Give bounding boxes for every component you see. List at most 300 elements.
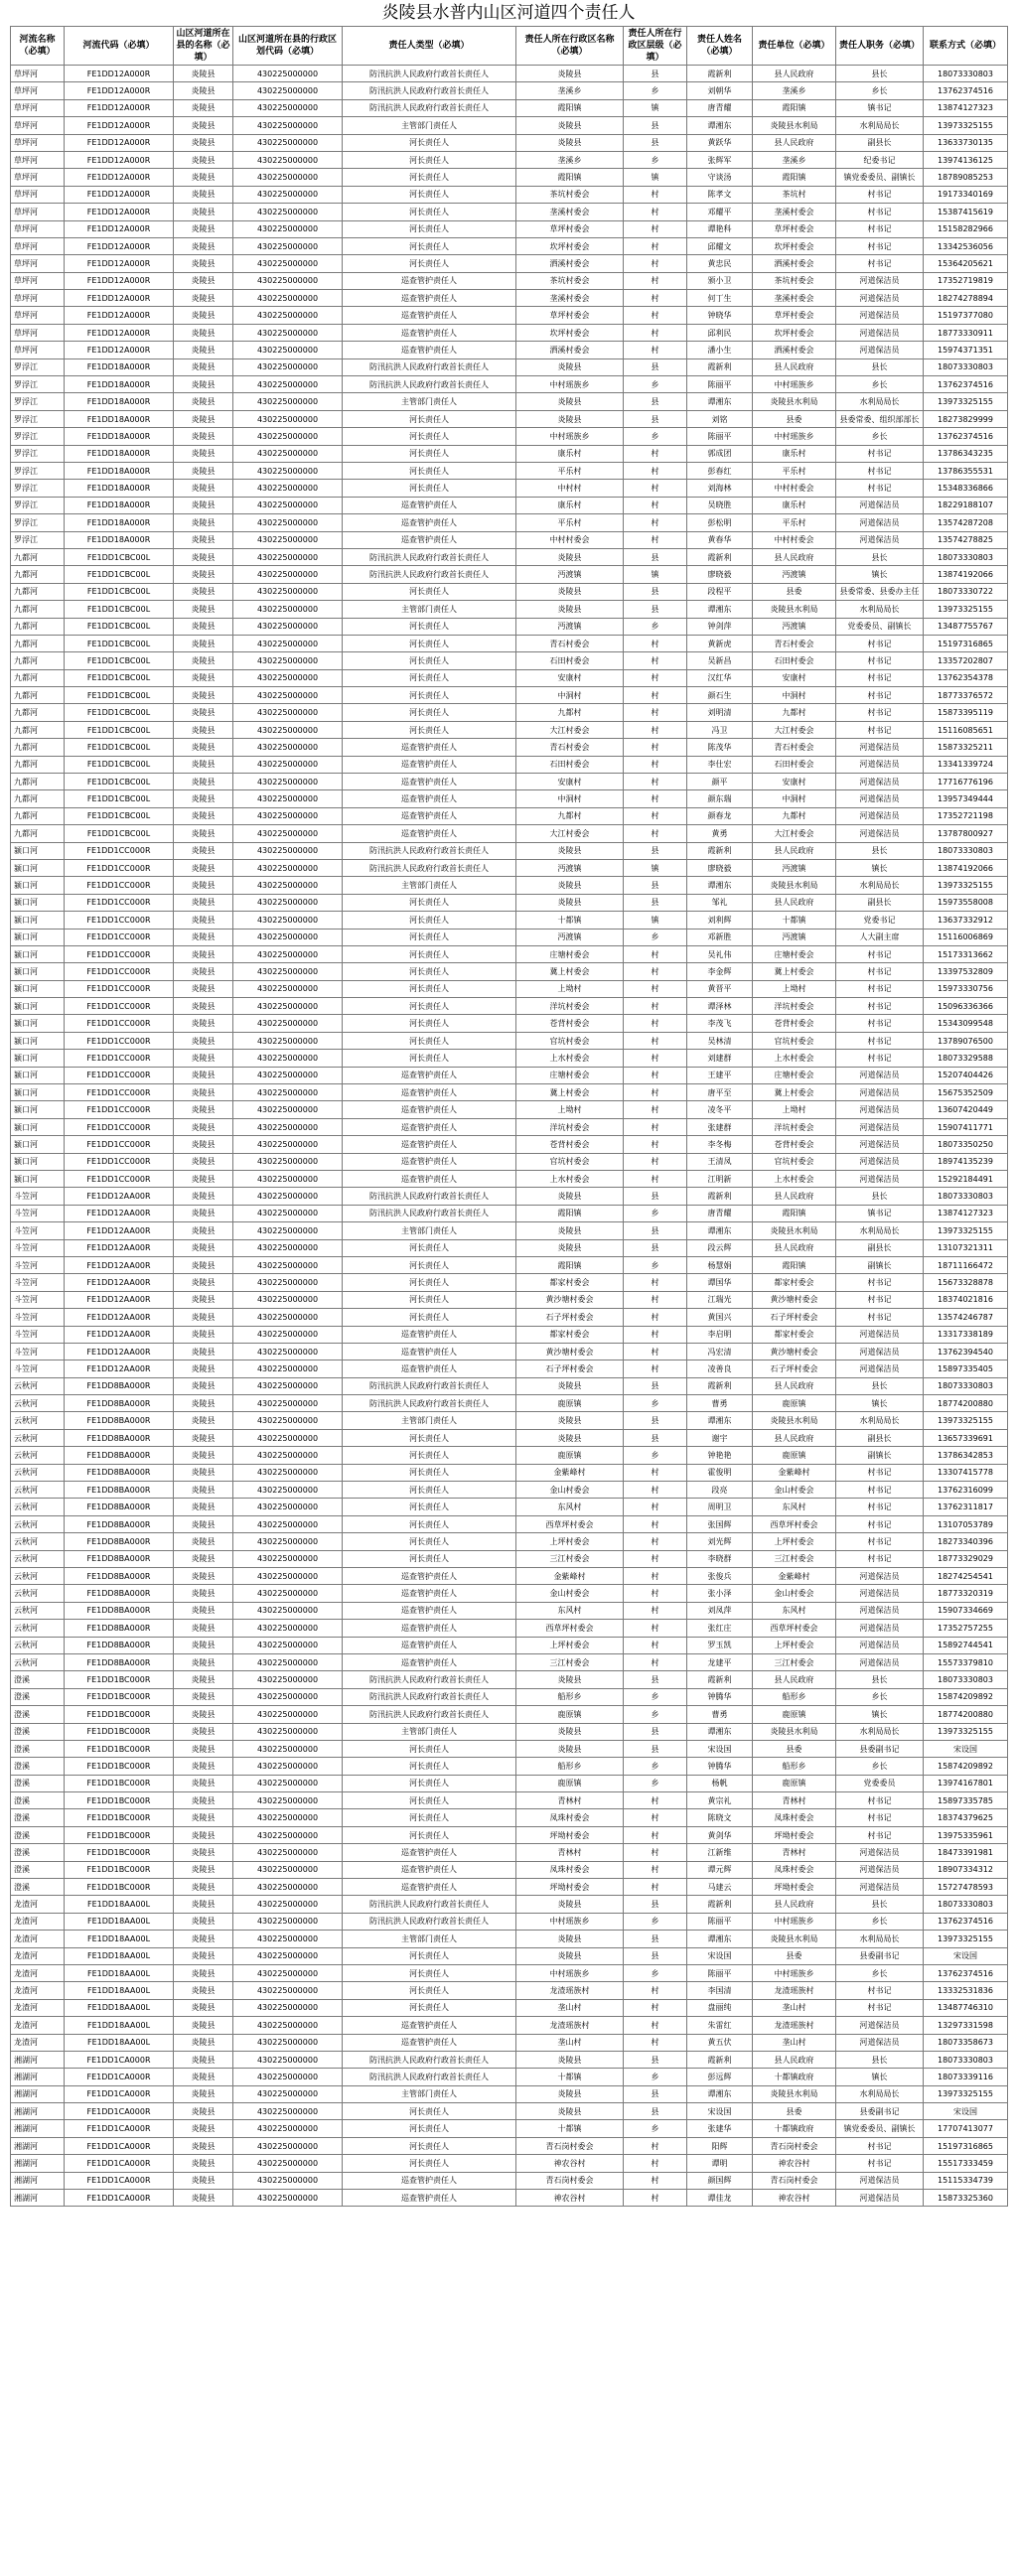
person-name-cell: 龙建平 bbox=[687, 1653, 753, 1670]
river-name-cell: 草坪河 bbox=[11, 186, 65, 203]
county-code-cell: 430225000000 bbox=[233, 1412, 343, 1429]
region-name-cell: 青石岗村委会 bbox=[516, 2137, 624, 2154]
responsibility-type-cell: 防汛抗洪人民政府行政首长责任人 bbox=[343, 1688, 516, 1705]
responsibility-type-cell: 防汛抗洪人民政府行政首长责任人 bbox=[343, 2051, 516, 2068]
person-name-cell: 邓新胜 bbox=[687, 929, 753, 945]
county-code-cell: 430225000000 bbox=[233, 480, 343, 497]
county-name-cell: 炎陵县 bbox=[174, 1982, 233, 1999]
contact-cell: 15348336866 bbox=[924, 480, 1008, 497]
responsibility-type-cell: 河长责任人 bbox=[343, 1515, 516, 1532]
person-name-cell: 张建华 bbox=[687, 2120, 753, 2137]
river-code-cell: FE1DD12A000R bbox=[65, 99, 174, 116]
river-name-cell: 颍口河 bbox=[11, 877, 65, 894]
responsibility-type-cell: 河长责任人 bbox=[343, 669, 516, 686]
county-code-cell: 430225000000 bbox=[233, 1171, 343, 1188]
county-code-cell: 430225000000 bbox=[233, 1982, 343, 1999]
county-code-cell: 430225000000 bbox=[233, 1533, 343, 1550]
county-name-cell: 炎陵县 bbox=[174, 497, 233, 513]
responsibility-type-cell: 主管部门责任人 bbox=[343, 1723, 516, 1740]
unit-cell: 县人民政府 bbox=[753, 1896, 836, 1913]
county-name-cell: 炎陵县 bbox=[174, 1343, 233, 1360]
river-name-cell: 颍口河 bbox=[11, 1084, 65, 1101]
region-level-cell: 村 bbox=[624, 1326, 687, 1343]
person-name-cell: 谭艳科 bbox=[687, 220, 753, 237]
region-name-cell: 炎陵县 bbox=[516, 1947, 624, 1964]
region-name-cell: 凤珠村委会 bbox=[516, 1861, 624, 1878]
region-name-cell: 沔渡镇 bbox=[516, 618, 624, 635]
unit-cell: 大江村委会 bbox=[753, 721, 836, 738]
region-name-cell: 沔渡镇 bbox=[516, 859, 624, 876]
river-name-cell: 澄溪 bbox=[11, 1671, 65, 1688]
county-name-cell: 炎陵县 bbox=[174, 721, 233, 738]
responsibility-type-cell: 防汛抗洪人民政府行政首长责任人 bbox=[343, 2069, 516, 2085]
river-name-cell: 罗浮江 bbox=[11, 462, 65, 479]
river-name-cell: 颍口河 bbox=[11, 980, 65, 997]
responsibility-type-cell: 巡查管护责任人 bbox=[343, 1067, 516, 1083]
unit-cell: 茶坑村委会 bbox=[753, 272, 836, 289]
person-name-cell: 彭春红 bbox=[687, 462, 753, 479]
county-code-cell: 430225000000 bbox=[233, 2051, 343, 2068]
county-name-cell: 炎陵县 bbox=[174, 2137, 233, 2154]
position-cell: 河道保洁员 bbox=[836, 2172, 924, 2189]
county-code-cell: 430225000000 bbox=[233, 1222, 343, 1239]
river-code-cell: FE1DD1CBC00L bbox=[65, 601, 174, 618]
responsibility-type-cell: 河长责任人 bbox=[343, 1274, 516, 1291]
river-name-cell: 九都河 bbox=[11, 548, 65, 565]
position-cell: 县委常委、县委办主任 bbox=[836, 583, 924, 600]
river-name-cell: 九都河 bbox=[11, 687, 65, 704]
county-name-cell: 炎陵县 bbox=[174, 1412, 233, 1429]
position-cell: 河道保洁员 bbox=[836, 1360, 924, 1377]
unit-cell: 县人民政府 bbox=[753, 1671, 836, 1688]
contact-cell: 13874192066 bbox=[924, 859, 1008, 876]
responsibility-type-cell: 河长责任人 bbox=[343, 2155, 516, 2172]
county-name-cell: 炎陵县 bbox=[174, 2085, 233, 2102]
unit-cell: 中洞村 bbox=[753, 790, 836, 807]
county-code-cell: 430225000000 bbox=[233, 1326, 343, 1343]
person-name-cell: 李金辉 bbox=[687, 963, 753, 980]
contact-cell: 13341339724 bbox=[924, 756, 1008, 773]
region-name-cell: 炎陵县 bbox=[516, 894, 624, 911]
river-code-cell: FE1DD12A000R bbox=[65, 66, 174, 82]
position-cell: 河道保洁员 bbox=[836, 1101, 924, 1118]
county-name-cell: 炎陵县 bbox=[174, 1515, 233, 1532]
contact-cell: 18073330803 bbox=[924, 1671, 1008, 1688]
river-name-cell: 罗浮江 bbox=[11, 480, 65, 497]
county-name-cell: 炎陵县 bbox=[174, 1550, 233, 1567]
unit-cell: 青石村委会 bbox=[753, 635, 836, 651]
unit-cell: 炎陵县水利局 bbox=[753, 2085, 836, 2102]
position-cell: 河道保洁员 bbox=[836, 272, 924, 289]
county-name-cell: 炎陵县 bbox=[174, 204, 233, 220]
responsibility-type-cell: 防汛抗洪人民政府行政首长责任人 bbox=[343, 566, 516, 583]
region-level-cell: 村 bbox=[624, 204, 687, 220]
river-code-cell: FE1DD1BC000R bbox=[65, 1826, 174, 1843]
contact-cell: 13574278825 bbox=[924, 531, 1008, 548]
position-cell: 河道保洁员 bbox=[836, 514, 924, 531]
responsibility-type-cell: 河长责任人 bbox=[343, 428, 516, 445]
position-cell: 水利局局长 bbox=[836, 117, 924, 134]
responsibility-type-cell: 河长责任人 bbox=[343, 1464, 516, 1481]
river-code-cell: FE1DD1CBC00L bbox=[65, 774, 174, 790]
responsibility-type-cell: 河长责任人 bbox=[343, 1482, 516, 1499]
region-level-cell: 村 bbox=[624, 1050, 687, 1067]
region-level-cell: 村 bbox=[624, 1343, 687, 1360]
table-row bbox=[11, 1084, 1008, 1101]
responsibility-type-cell: 河长责任人 bbox=[343, 204, 516, 220]
river-name-cell: 云秋河 bbox=[11, 1429, 65, 1446]
responsibility-type-cell: 巡查管护责任人 bbox=[343, 1360, 516, 1377]
county-name-cell: 炎陵县 bbox=[174, 1602, 233, 1619]
region-level-cell: 县 bbox=[624, 358, 687, 375]
county-name-cell: 炎陵县 bbox=[174, 410, 233, 427]
responsibility-type-cell: 河长责任人 bbox=[343, 237, 516, 254]
region-level-cell: 县 bbox=[624, 1896, 687, 1913]
region-name-cell: 九都村 bbox=[516, 704, 624, 721]
county-code-cell: 430225000000 bbox=[233, 99, 343, 116]
responsibility-type-cell: 巡查管护责任人 bbox=[343, 2190, 516, 2207]
person-name-cell: 黄五伏 bbox=[687, 2034, 753, 2051]
county-code-cell: 430225000000 bbox=[233, 1653, 343, 1670]
region-name-cell: 炎陵县 bbox=[516, 393, 624, 410]
river-name-cell: 罗浮江 bbox=[11, 376, 65, 393]
table-row bbox=[11, 583, 1008, 600]
county-code-cell: 430225000000 bbox=[233, 1637, 343, 1653]
col-river-code: 河流代码（必填） bbox=[65, 27, 174, 66]
river-name-cell: 罗浮江 bbox=[11, 358, 65, 375]
table-row bbox=[11, 1153, 1008, 1170]
contact-cell: 13787800927 bbox=[924, 825, 1008, 842]
contact-cell: 18073330803 bbox=[924, 2051, 1008, 2068]
county-code-cell: 430225000000 bbox=[233, 1015, 343, 1032]
county-name-cell: 炎陵县 bbox=[174, 2017, 233, 2034]
region-name-cell: 炎陵县 bbox=[516, 601, 624, 618]
county-code-cell: 430225000000 bbox=[233, 428, 343, 445]
river-code-cell: FE1DD1BC000R bbox=[65, 1758, 174, 1775]
county-code-cell: 430225000000 bbox=[233, 945, 343, 962]
county-code-cell: 430225000000 bbox=[233, 2069, 343, 2085]
responsibility-type-cell: 巡查管护责任人 bbox=[343, 514, 516, 531]
position-cell: 河道保洁员 bbox=[836, 1861, 924, 1878]
person-name-cell: 潘小生 bbox=[687, 342, 753, 358]
person-name-cell: 黄新虎 bbox=[687, 635, 753, 651]
river-code-cell: FE1DD18AA00L bbox=[65, 1964, 174, 1981]
county-name-cell: 炎陵县 bbox=[174, 1239, 233, 1256]
responsibility-type-cell: 河长责任人 bbox=[343, 1533, 516, 1550]
region-name-cell: 垄溪村委会 bbox=[516, 204, 624, 220]
contact-cell: 18789085253 bbox=[924, 169, 1008, 186]
person-name-cell: 谭佳龙 bbox=[687, 2190, 753, 2207]
river-name-cell: 龙渣河 bbox=[11, 1896, 65, 1913]
responsibility-type-cell: 防汛抗洪人民政府行政首长责任人 bbox=[343, 99, 516, 116]
position-cell: 乡长 bbox=[836, 376, 924, 393]
table-row bbox=[11, 1499, 1008, 1515]
unit-cell: 县人民政府 bbox=[753, 894, 836, 911]
responsibility-type-cell: 河长责任人 bbox=[343, 410, 516, 427]
river-name-cell: 罗浮江 bbox=[11, 393, 65, 410]
person-name-cell: 刘光辉 bbox=[687, 1533, 753, 1550]
region-name-cell: 十都镇 bbox=[516, 912, 624, 929]
table-row bbox=[11, 66, 1008, 82]
person-name-cell: 霞新利 bbox=[687, 1896, 753, 1913]
responsibility-type-cell: 巡查管护责任人 bbox=[343, 825, 516, 842]
river-code-cell: FE1DD1CBC00L bbox=[65, 807, 174, 824]
person-name-cell: 霍俊明 bbox=[687, 1464, 753, 1481]
region-level-cell: 村 bbox=[624, 1585, 687, 1602]
table-row bbox=[11, 1585, 1008, 1602]
position-cell: 镇书记 bbox=[836, 1205, 924, 1221]
county-name-cell: 炎陵县 bbox=[174, 1291, 233, 1308]
river-name-cell: 草坪河 bbox=[11, 204, 65, 220]
region-name-cell: 船形乡 bbox=[516, 1688, 624, 1705]
river-code-cell: FE1DD12AA00R bbox=[65, 1343, 174, 1360]
col-position: 责任人职务（必填） bbox=[836, 27, 924, 66]
person-name-cell: 黄国兴 bbox=[687, 1309, 753, 1326]
unit-cell: 县人民政府 bbox=[753, 1188, 836, 1205]
contact-cell: 15873395119 bbox=[924, 704, 1008, 721]
county-code-cell: 430225000000 bbox=[233, 2120, 343, 2137]
river-name-cell: 云秋河 bbox=[11, 1620, 65, 1637]
responsibility-type-cell: 河长责任人 bbox=[343, 1740, 516, 1757]
region-name-cell: 草坪村委会 bbox=[516, 220, 624, 237]
region-name-cell: 石田村委会 bbox=[516, 756, 624, 773]
contact-cell: 13357202807 bbox=[924, 652, 1008, 669]
region-name-cell: 安康村 bbox=[516, 669, 624, 686]
table-row bbox=[11, 669, 1008, 686]
table-row bbox=[11, 704, 1008, 721]
region-level-cell: 村 bbox=[624, 1550, 687, 1567]
contact-cell: 13874192066 bbox=[924, 566, 1008, 583]
county-code-cell: 430225000000 bbox=[233, 1706, 343, 1723]
contact-cell: 13487746310 bbox=[924, 1999, 1008, 2016]
person-name-cell: 张建群 bbox=[687, 1118, 753, 1135]
person-name-cell: 守谈汤 bbox=[687, 169, 753, 186]
responsibility-type-cell: 防汛抗洪人民政府行政首长责任人 bbox=[343, 1671, 516, 1688]
person-name-cell: 段云辉 bbox=[687, 1239, 753, 1256]
river-code-cell: FE1DD12A000R bbox=[65, 342, 174, 358]
person-name-cell: 彭远辉 bbox=[687, 2069, 753, 2085]
table-row bbox=[11, 739, 1008, 756]
county-code-cell: 430225000000 bbox=[233, 1879, 343, 1896]
position-cell: 县长 bbox=[836, 1896, 924, 1913]
river-name-cell: 颍口河 bbox=[11, 842, 65, 859]
river-code-cell: FE1DD1CC000R bbox=[65, 1084, 174, 1101]
unit-cell: 金山村委会 bbox=[753, 1482, 836, 1499]
responsibility-type-cell: 河长责任人 bbox=[343, 1792, 516, 1809]
river-code-cell: FE1DD8BA000R bbox=[65, 1482, 174, 1499]
unit-cell: 沔渡镇 bbox=[753, 929, 836, 945]
contact-cell: 15096336366 bbox=[924, 998, 1008, 1015]
county-code-cell: 430225000000 bbox=[233, 790, 343, 807]
table-row bbox=[11, 1291, 1008, 1308]
county-code-cell: 430225000000 bbox=[233, 1084, 343, 1101]
county-code-cell: 430225000000 bbox=[233, 393, 343, 410]
col-person-name: 责任人姓名（必填） bbox=[687, 27, 753, 66]
contact-cell: 18374379625 bbox=[924, 1809, 1008, 1826]
person-name-cell: 谭湘东 bbox=[687, 117, 753, 134]
county-code-cell: 430225000000 bbox=[233, 894, 343, 911]
county-name-cell: 炎陵县 bbox=[174, 618, 233, 635]
region-level-cell: 村 bbox=[624, 1153, 687, 1170]
river-code-cell: FE1DD1BC000R bbox=[65, 1844, 174, 1861]
region-name-cell: 炎陵县 bbox=[516, 1740, 624, 1757]
river-name-cell: 云秋河 bbox=[11, 1515, 65, 1532]
region-level-cell: 村 bbox=[624, 2190, 687, 2207]
position-cell: 村书记 bbox=[836, 669, 924, 686]
unit-cell: 县人民政府 bbox=[753, 66, 836, 82]
position-cell: 河道保洁员 bbox=[836, 1879, 924, 1896]
contact-cell: 13342536056 bbox=[924, 237, 1008, 254]
responsibility-type-cell: 河长责任人 bbox=[343, 1309, 516, 1326]
region-level-cell: 村 bbox=[624, 774, 687, 790]
region-level-cell: 县 bbox=[624, 1947, 687, 1964]
unit-cell: 洒溪村委会 bbox=[753, 342, 836, 358]
responsibility-type-cell: 河长责任人 bbox=[343, 652, 516, 669]
region-level-cell: 村 bbox=[624, 2155, 687, 2172]
table-row bbox=[11, 618, 1008, 635]
river-name-cell: 颍口河 bbox=[11, 1067, 65, 1083]
region-name-cell: 坪坳村委会 bbox=[516, 1826, 624, 1843]
unit-cell: 龙渣瑶族村 bbox=[753, 2017, 836, 2034]
region-level-cell: 乡 bbox=[624, 929, 687, 945]
contact-cell: 15973558008 bbox=[924, 894, 1008, 911]
river-name-cell: 罗浮江 bbox=[11, 514, 65, 531]
county-code-cell: 430225000000 bbox=[233, 445, 343, 462]
person-name-cell: 刘建群 bbox=[687, 1050, 753, 1067]
region-name-cell: 炎陵县 bbox=[516, 842, 624, 859]
county-code-cell: 430225000000 bbox=[233, 842, 343, 859]
contact-cell: 15364205621 bbox=[924, 255, 1008, 272]
person-name-cell: 盘丽纯 bbox=[687, 1999, 753, 2016]
region-name-cell: 西草坪村委会 bbox=[516, 1515, 624, 1532]
person-name-cell: 谭明 bbox=[687, 2155, 753, 2172]
unit-cell: 青林村 bbox=[753, 1792, 836, 1809]
contact-cell: 13973325155 bbox=[924, 1412, 1008, 1429]
county-code-cell: 430225000000 bbox=[233, 1740, 343, 1757]
contact-cell: 15517333459 bbox=[924, 2155, 1008, 2172]
river-name-cell: 草坪河 bbox=[11, 290, 65, 307]
unit-cell: 县委 bbox=[753, 1947, 836, 1964]
position-cell: 水利局局长 bbox=[836, 601, 924, 618]
river-name-cell: 澄溪 bbox=[11, 1826, 65, 1843]
responsibility-type-cell: 巡查管护责任人 bbox=[343, 756, 516, 773]
table-row bbox=[11, 1688, 1008, 1705]
contact-cell: 13633730135 bbox=[924, 134, 1008, 151]
contact-cell: 13297331598 bbox=[924, 2017, 1008, 2034]
table-row bbox=[11, 1464, 1008, 1481]
table-row bbox=[11, 342, 1008, 358]
river-code-cell: FE1DD1CA000R bbox=[65, 2190, 174, 2207]
river-name-cell: 颍口河 bbox=[11, 1015, 65, 1032]
unit-cell: 神农谷村 bbox=[753, 2190, 836, 2207]
responsibility-type-cell: 防汛抗洪人民政府行政首长责任人 bbox=[343, 66, 516, 82]
table-row bbox=[11, 1550, 1008, 1567]
person-name-cell: 宋设国 bbox=[687, 1740, 753, 1757]
person-name-cell: 霞新利 bbox=[687, 66, 753, 82]
unit-cell: 坪坳村委会 bbox=[753, 1826, 836, 1843]
county-name-cell: 炎陵县 bbox=[174, 2103, 233, 2120]
unit-cell: 都家村委会 bbox=[753, 1274, 836, 1291]
river-name-cell: 九都河 bbox=[11, 583, 65, 600]
river-code-cell: FE1DD8BA000R bbox=[65, 1412, 174, 1429]
region-name-cell: 炎陵县 bbox=[516, 1412, 624, 1429]
county-code-cell: 430225000000 bbox=[233, 1585, 343, 1602]
position-cell: 村书记 bbox=[836, 1550, 924, 1567]
person-name-cell: 陈丽平 bbox=[687, 376, 753, 393]
position-cell: 纪委书记 bbox=[836, 151, 924, 168]
responsibility-type-cell: 河长责任人 bbox=[343, 169, 516, 186]
person-name-cell: 钟艳艳 bbox=[687, 1447, 753, 1464]
region-name-cell: 炎陵县 bbox=[516, 2085, 624, 2102]
person-name-cell: 黄宗礼 bbox=[687, 1792, 753, 1809]
table-row bbox=[11, 410, 1008, 427]
region-level-cell: 镇 bbox=[624, 859, 687, 876]
person-name-cell: 霞新利 bbox=[687, 1671, 753, 1688]
river-name-cell: 云秋河 bbox=[11, 1602, 65, 1619]
table-row bbox=[11, 1309, 1008, 1326]
contact-cell: 18273340396 bbox=[924, 1533, 1008, 1550]
page-title: 炎陵县水普内山区河道四个责任人 bbox=[381, 3, 636, 23]
county-code-cell: 430225000000 bbox=[233, 324, 343, 341]
table-row bbox=[11, 2085, 1008, 2102]
river-name-cell: 九都河 bbox=[11, 739, 65, 756]
responsibility-type-cell: 河长责任人 bbox=[343, 1032, 516, 1049]
position-cell: 河道保洁员 bbox=[836, 1136, 924, 1153]
region-level-cell: 村 bbox=[624, 480, 687, 497]
table-row bbox=[11, 1982, 1008, 1999]
position-cell: 河道保洁员 bbox=[836, 825, 924, 842]
contact-cell: 15573379810 bbox=[924, 1653, 1008, 1670]
county-name-cell: 炎陵县 bbox=[174, 1931, 233, 1947]
river-code-cell: FE1DD1CC000R bbox=[65, 1101, 174, 1118]
region-name-cell: 沔渡镇 bbox=[516, 566, 624, 583]
river-code-cell: FE1DD1CBC00L bbox=[65, 721, 174, 738]
county-code-cell: 430225000000 bbox=[233, 1343, 343, 1360]
region-level-cell: 村 bbox=[624, 1999, 687, 2016]
table-row bbox=[11, 1360, 1008, 1377]
region-level-cell: 乡 bbox=[624, 1964, 687, 1981]
unit-cell: 上水村委会 bbox=[753, 1050, 836, 1067]
position-cell: 河道保洁员 bbox=[836, 2034, 924, 2051]
table-row bbox=[11, 774, 1008, 790]
table-row bbox=[11, 1653, 1008, 1670]
responsibility-type-cell: 主管部门责任人 bbox=[343, 877, 516, 894]
unit-cell: 中村瑶族乡 bbox=[753, 428, 836, 445]
region-level-cell: 村 bbox=[624, 531, 687, 548]
river-name-cell: 龙渣河 bbox=[11, 1964, 65, 1981]
position-cell: 河道保洁员 bbox=[836, 324, 924, 341]
position-cell: 水利局局长 bbox=[836, 1412, 924, 1429]
person-name-cell: 谭湘东 bbox=[687, 1723, 753, 1740]
responsibility-type-cell: 主管部门责任人 bbox=[343, 117, 516, 134]
county-name-cell: 炎陵县 bbox=[174, 1360, 233, 1377]
county-name-cell: 炎陵县 bbox=[174, 307, 233, 324]
unit-cell: 石田村委会 bbox=[753, 652, 836, 669]
position-cell: 县委副书记 bbox=[836, 2103, 924, 2120]
county-name-cell: 炎陵县 bbox=[174, 1309, 233, 1326]
table-row bbox=[11, 462, 1008, 479]
table-row bbox=[11, 1964, 1008, 1981]
river-code-cell: FE1DD1CC000R bbox=[65, 1015, 174, 1032]
position-cell: 村书记 bbox=[836, 204, 924, 220]
region-name-cell: 霞阳镇 bbox=[516, 99, 624, 116]
unit-cell: 西草坪村委会 bbox=[753, 1620, 836, 1637]
contact-cell: 13762374516 bbox=[924, 1964, 1008, 1981]
person-name-cell: 颜石生 bbox=[687, 687, 753, 704]
unit-cell: 康乐村 bbox=[753, 497, 836, 513]
unit-cell: 船形乡 bbox=[753, 1758, 836, 1775]
region-name-cell: 中洞村 bbox=[516, 687, 624, 704]
